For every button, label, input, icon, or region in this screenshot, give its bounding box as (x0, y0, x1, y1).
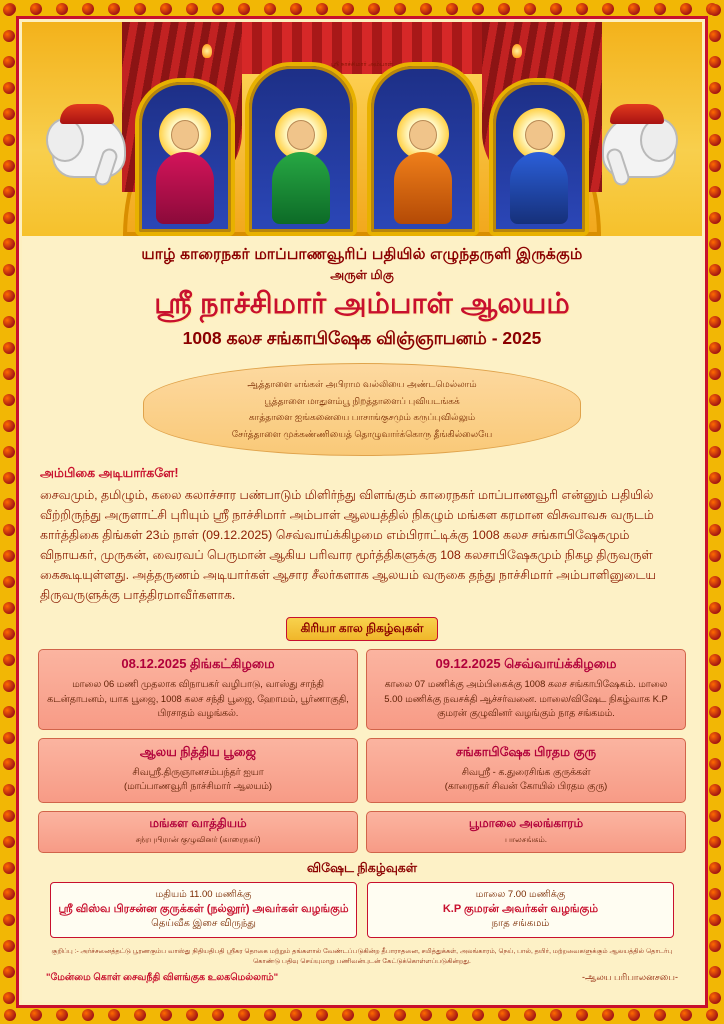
special-event-card (367, 882, 674, 938)
header-line-2: அருள் மிகு (330, 268, 394, 282)
organizer-text: -ஆலய பரிபாலனசபை- (581, 972, 678, 983)
event-detail: மாலை 06 மணி முதலாக விநாயகர் வழிபாடு, வாஸ்து சாந்தி கடன்தாபனம், யாக பூஜை, 1008 கலச சந்தி பூஜை, ஹோமம், பூர்ணாகுதி, பிரசாதம் வழங்கல். (47, 678, 349, 719)
deity-niches (135, 62, 589, 236)
role-note: (காரைநகர் சிவன் கோயில் பிரதம குரு) (444, 780, 608, 792)
page-title: ஸ்ரீ நாச்சிமார் அம்பாள் ஆலயம் (154, 288, 570, 320)
kiriya-section-title: கிரியா கால நிகழ்வுகள் (286, 617, 438, 641)
service-note: சந்ரபுபிரான் குழுவினர் (காரைநகர்) (135, 835, 261, 845)
salutation: அம்பிகை அடியார்களே! (40, 465, 179, 480)
special-event-time: மதியம் 11.00 மணிக்கு (155, 889, 252, 901)
event-day: 09.12.2025 செவ்வாய்க்கிழமை (435, 656, 617, 672)
event-detail: காலை 07 மணிக்கு அம்பிகைக்கு 1008 கலச சங்காபிஷேகம். மாலை 5.00 மணிக்கு நவசக்தி ஆச்சர்வனை. மாலை/விஷேட நிகழ்வாக K.P குமரன் குழுவினர் வழங்கும் நாத சங்கமம். (384, 678, 668, 719)
body-section (22, 456, 702, 606)
role-title: சங்காபிஷேக பிரதம குரு (455, 744, 597, 759)
service-note: பாலசங்கம். (505, 835, 547, 845)
role-card (366, 738, 686, 803)
special-event-card (50, 882, 357, 938)
motto-text: "மேன்மை கொள் சைவநீதி விளங்குக உலகமெல்லாம்" (46, 972, 279, 984)
role-name: சிவஸ்ரீ.திருஞானசம்பந்தர் ஐயா (132, 765, 264, 777)
verse-line: காத்தாளை ஐங்கனையை பாசாங்குசமும் கருப்புவில்லும் (248, 412, 476, 423)
event-day: 08.12.2025 திங்கட்கிழமை (121, 656, 275, 672)
deity-niche-vairavar (489, 78, 589, 236)
footer (46, 972, 678, 984)
footnote: குறிப்பு :- அர்ச்சனைத்தட்டு பூரணகும்ப வாஸ்து நிதியதிபதி ஸ்ரீகர தொகை மற்றும் தங்களால் வேண்டப்படுகின்ற தீபாராதனை, சமித்துக்கள், அலங்காரம், நெய், பால், தயிர், மற்றவைகளுக்கும் ஆலயத்தில் தொடர்பு கொண்டு பதிவு செய்யுமாறு பணிவன்புடன் கேட்டுக்கொள்ளப்படுகின்றது. (51, 947, 673, 966)
verse-line: சேர்த்தாளை முக்கண்ணியைத் தொழுவார்க்கொரு தீங்கில்லையே (231, 428, 493, 439)
verse-panel (143, 363, 581, 456)
role-name: சிவஸ்ரீ - க.துரைசிங்க குருக்கள் (461, 765, 591, 777)
elephant-right-icon (594, 96, 680, 188)
deity-niche-ambal (245, 62, 357, 236)
service-card (38, 811, 358, 853)
special-event-item: தெய்வீக இசை விருந்து (151, 917, 256, 929)
special-event-item: நாத சங்கமம் (491, 917, 550, 929)
temple-top-caption: ஸ்ரீ நாச்சிமார் அம்பாள் (331, 62, 393, 68)
invitation-paragraph: சைவமும், தமிழும், கலை கலாச்சார பண்பாடும் மிளிர்ந்து விளங்கும் காரைநகர் மாப்பாணவூரி என்னும் பதியில் வீற்றிருந்து அருளாட்சி புரியும் ஸ்ரீ நாச்சிமார் அம்பாள் ஆலயத்தில் நிகழும் மங்கள கரமான விசுவாவசு வருடம் கார்த்திகை திங்கள் 23ம் நாள் (09.12.2025) செவ்வாய்க்கிழமை எம்பிராட்டிக்கு 1008 கலச சங்காபிஷேகமும் விநாயகர், முருகன், வைரவப் பெருமான் ஆகிய பரிவார மூர்த்திகளுக்கு 108 கலசாபிஷேகமும் நிகழ திருவருள் கைகூடியுள்ளது. அத்தருணம் அடியார்கள் ஆசார சீலர்களாக ஆலயம் வருகை தந்து நாச்சிமார் அம்பாளினுடைய திருவருளுக்கு பாத்திரமாவீர்களாக. (40, 487, 656, 603)
elephant-left-icon (44, 96, 130, 188)
special-event-performer: K.P குமரன் அவர்கள் வழங்கும் (442, 903, 599, 916)
service-card (366, 811, 686, 853)
role-card (38, 738, 358, 803)
deity-niche-lakshmi (135, 78, 235, 236)
event-card (38, 649, 358, 730)
verse-line: ஆத்தாளை எங்கள் அபிராம வல்லியை அண்டமெல்லாம் (247, 379, 477, 389)
special-section-title: விஷேட நிகழ்வுகள் (306, 861, 418, 876)
special-events-grid (22, 882, 702, 938)
event-card (366, 649, 686, 730)
temple-artwork (22, 22, 702, 236)
header-block (22, 236, 702, 355)
service-title: மங்கள வாத்தியம் (149, 816, 247, 831)
role-title: ஆலய நித்திய பூஜை (139, 744, 257, 759)
role-note: (மாப்பாணவூரி நாச்சிமார் ஆலயம்) (123, 780, 272, 792)
event-grid (22, 649, 702, 853)
header-line-1: யாழ் காரைநகர் மாப்பாணவூரிப் பதியில் எழுந்தருளி இருக்கும் (141, 246, 583, 263)
special-event-time: மாலை 7.00 மணிக்கு (475, 889, 566, 901)
page-subtitle: 1008 கலச சங்காபிஷேக விஞ்ஞாபனம் - 2025 (182, 328, 542, 348)
verse-line: பூத்தாளை மாதுளம்பூ நிறத்தாளைப் புவியடங்கக் (264, 395, 460, 406)
deity-niche-murugan (367, 62, 479, 236)
poster-content (22, 22, 702, 1002)
service-title: பூமாலை அலங்காரம் (468, 816, 584, 831)
special-event-performer: ஸ்ரீ விஸ்வ பிரசன்ன குருக்கள் (நல்லூர்) அவர்கள் வழங்கும் (58, 903, 349, 916)
